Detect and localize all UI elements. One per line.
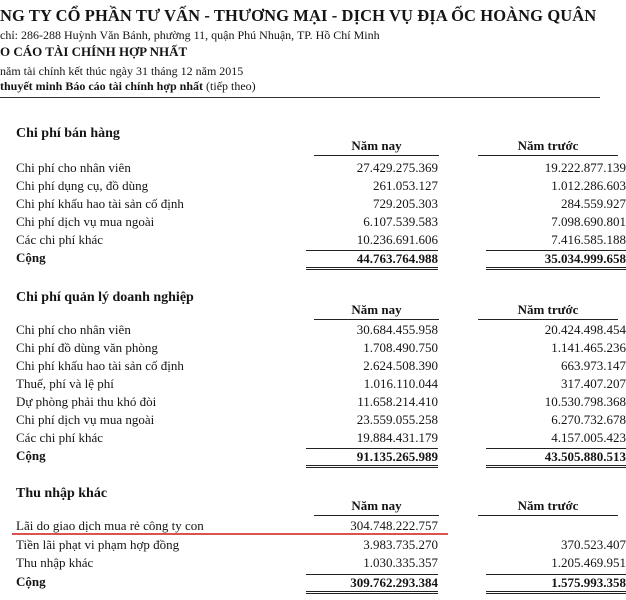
- col-header-prior-year: Năm trước: [478, 138, 618, 156]
- prior-year-value: 317.407.207: [561, 376, 626, 391]
- row-label: Chi phí dịch vụ mua ngoài: [16, 412, 155, 427]
- notes-title: thuyết minh Báo cáo tài chính hợp nhất: [0, 79, 204, 93]
- total-label: Cộng: [16, 448, 46, 463]
- prior-year-value: 6.270.732.678: [551, 412, 626, 427]
- header-divider: [0, 97, 600, 98]
- current-year-value: 729.205.303: [373, 196, 438, 211]
- row-label: Chi phí cho nhân viên: [16, 322, 131, 337]
- table-row: [16, 340, 626, 358]
- row-label: Tiền lãi phạt vi phạm hợp đồng: [16, 537, 180, 552]
- current-year-total: 91.135.265.989: [306, 448, 438, 468]
- section-title: Thu nhập khác: [16, 486, 108, 501]
- table-row: [16, 430, 626, 448]
- row-label: Các chi phí khác: [16, 430, 103, 445]
- prior-year-value: 370.523.407: [561, 537, 626, 552]
- col-header-current-year: Năm nay: [314, 302, 439, 320]
- table-row: [16, 394, 626, 412]
- row-label: Thuế, phí và lệ phí: [16, 376, 114, 391]
- current-year-total: 309.762.293.384: [306, 574, 438, 594]
- table-row: [16, 555, 626, 573]
- prior-year-value: 7.098.690.801: [551, 214, 626, 229]
- current-year-value: 10.236.691.606: [356, 232, 438, 247]
- current-year-value: 27.429.275.369: [356, 160, 438, 175]
- prior-year-value: 19.222.877.139: [544, 160, 626, 175]
- prior-year-value: 1.205.469.951: [551, 555, 626, 570]
- table-row: [16, 232, 626, 250]
- total-row: [16, 574, 626, 592]
- notes-continued: (tiếp theo): [203, 79, 256, 93]
- row-label: Chi phí khấu hao tài sản cố định: [16, 196, 184, 211]
- row-label: Thu nhập khác: [16, 555, 94, 570]
- table-row: [16, 537, 626, 555]
- current-year-total: 44.763.764.988: [306, 250, 438, 270]
- current-year-value: 304.748.222.757: [350, 518, 438, 533]
- row-label: Chi phí dụng cụ, đồ dùng: [16, 178, 149, 193]
- table-row: [16, 322, 626, 340]
- prior-year-total: 43.505.880.513: [486, 448, 626, 468]
- col-header-prior-year: Năm trước: [478, 302, 618, 320]
- prior-year-total: 35.034.999.658: [486, 250, 626, 270]
- row-label: Các chi phí khác: [16, 232, 103, 247]
- selling-expenses-section: [16, 126, 626, 276]
- notes-line: [0, 79, 256, 94]
- col-header-current-year: Năm nay: [314, 498, 439, 516]
- prior-year-value: 10.530.798.368: [544, 394, 626, 409]
- table-row: [16, 160, 626, 178]
- row-label: Chi phí khấu hao tài sản cố định: [16, 358, 184, 373]
- prior-year-value: 284.559.927: [561, 196, 626, 211]
- current-year-value: 3.983.735.270: [363, 537, 438, 552]
- current-year-value: 19.884.431.179: [356, 430, 438, 445]
- total-row: [16, 448, 626, 466]
- row-label: Dự phòng phải thu khó đòi: [16, 394, 157, 409]
- table-row: [16, 376, 626, 394]
- section-title: Chi phí bán hàng: [16, 126, 120, 141]
- row-label: Chi phí dịch vụ mua ngoài: [16, 214, 155, 229]
- current-year-value: 1.030.335.357: [363, 555, 438, 570]
- company-address: chỉ: 286-288 Huỳnh Văn Bánh, phường 11, quận Phú Nhuận, TP. Hồ Chí Minh: [0, 28, 380, 42]
- red-highlight-underline: [12, 533, 448, 535]
- col-header-prior-year: Năm trước: [478, 498, 618, 516]
- table-row: [16, 196, 626, 214]
- current-year-value: 1.708.490.750: [363, 340, 438, 355]
- admin-expenses-section: [16, 290, 626, 470]
- current-year-value: 6.107.539.583: [363, 214, 438, 229]
- row-label: Chi phí đồ dùng văn phòng: [16, 340, 158, 355]
- fiscal-year-line: năm tài chính kết thúc ngày 31 tháng 12 năm 2015: [0, 64, 244, 78]
- prior-year-value: 20.424.498.454: [544, 322, 626, 337]
- total-label: Cộng: [16, 250, 46, 265]
- current-year-value: 23.559.055.258: [356, 412, 438, 427]
- prior-year-value: 1.141.465.236: [551, 340, 626, 355]
- section-title: Chi phí quản lý doanh nghiệp: [16, 290, 194, 305]
- row-label: Lãi do giao dịch mua rẻ công ty con: [16, 518, 204, 533]
- current-year-value: 11.658.214.410: [357, 394, 438, 409]
- total-row: [16, 250, 626, 268]
- prior-year-total: 1.575.993.358: [486, 574, 626, 594]
- other-income-section: [16, 486, 626, 600]
- table-row: [16, 358, 626, 376]
- current-year-value: 261.053.127: [373, 178, 438, 193]
- prior-year-value: 4.157.005.423: [551, 430, 626, 445]
- col-header-current-year: Năm nay: [314, 138, 439, 156]
- table-row: [16, 178, 626, 196]
- company-name: NG TY CỔ PHẦN TƯ VẤN - THƯƠNG MẠI - DỊCH VỤ ĐỊA ỐC HOÀNG QUÂN: [0, 6, 597, 25]
- table-row: [16, 412, 626, 430]
- total-label: Cộng: [16, 574, 46, 589]
- current-year-value: 1.016.110.044: [363, 376, 438, 391]
- prior-year-value: 7.416.585.188: [551, 232, 626, 247]
- prior-year-value: 1.012.286.603: [551, 178, 626, 193]
- report-title: O CÁO TÀI CHÍNH HỢP NHẤT: [0, 44, 188, 59]
- table-row: [16, 214, 626, 232]
- row-label: Chi phí cho nhân viên: [16, 160, 131, 175]
- prior-year-value: 663.973.147: [561, 358, 626, 373]
- current-year-value: 30.684.455.958: [356, 322, 438, 337]
- current-year-value: 2.624.508.390: [363, 358, 438, 373]
